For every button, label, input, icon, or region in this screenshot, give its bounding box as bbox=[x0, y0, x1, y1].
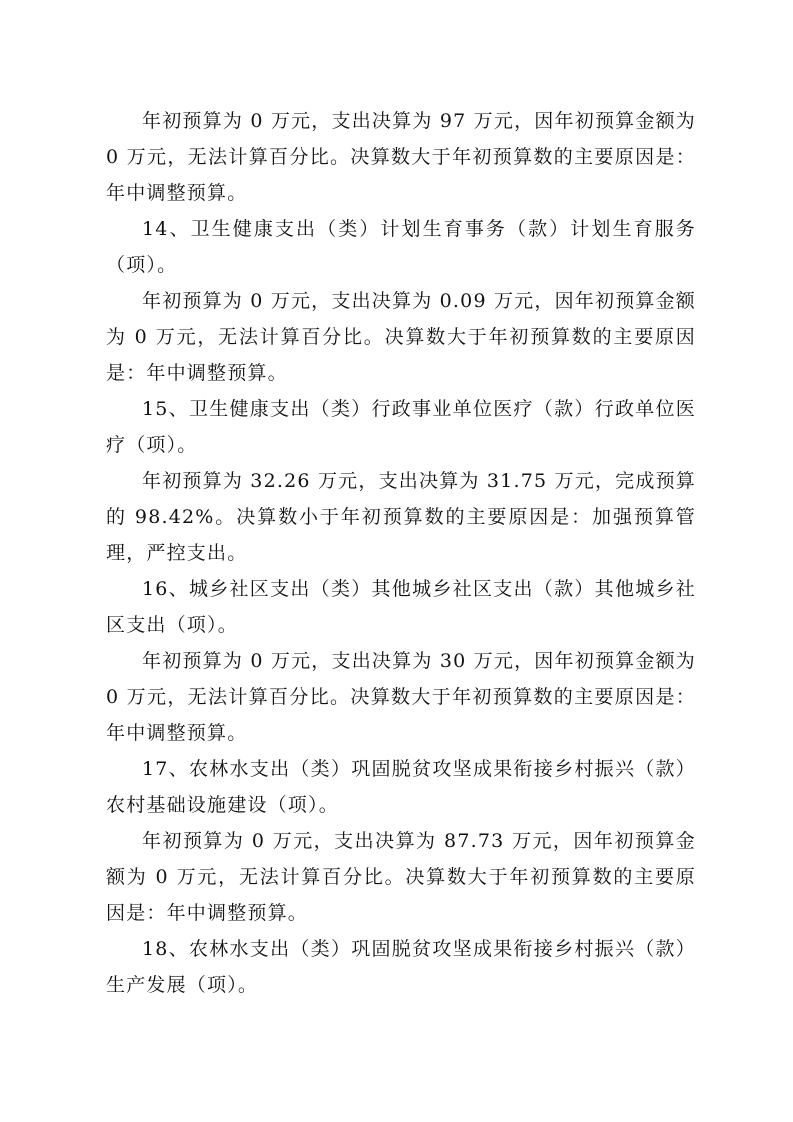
paragraph-item-14: 14、卫生健康支出（类）计划生育事务（款）计划生育服务（项）。 bbox=[106, 218, 696, 276]
paragraph-item-17: 17、农林水支出（类）巩固脱贫攻坚成果衔接乡村振兴（款）农村基础设施建设（项）。 bbox=[106, 758, 696, 816]
document-body bbox=[106, 103, 696, 1003]
paragraph-item-15: 15、卫生健康支出（类）行政事业单位医疗（款）行政单位医疗（项）。 bbox=[106, 398, 696, 456]
paragraph-item-16: 16、城乡社区支出（类）其他城乡社区支出（款）其他城乡社区支出（项）。 bbox=[106, 578, 696, 636]
paragraph-budget-note: 年初预算为 0 万元，支出决算为 97 万元，因年初预算金额为 0 万元，无法计算百分比。决算数大于年初预算数的主要原因是：年中调整预算。 bbox=[106, 110, 696, 204]
paragraph-item-18: 18、农林水支出（类）巩固脱贫攻坚成果衔接乡村振兴（款）生产发展（项）。 bbox=[106, 938, 696, 996]
paragraph-budget-note: 年初预算为 0 万元，支出决算为 87.73 万元，因年初预算金额为 0 万元，无法计算百分比。决算数大于年初预算数的主要原因是：年中调整预算。 bbox=[106, 830, 696, 924]
paragraph-budget-note: 年初预算为 0 万元，支出决算为 30 万元，因年初预算金额为 0 万元，无法计算百分比。决算数大于年初预算数的主要原因是：年中调整预算。 bbox=[106, 650, 696, 744]
paragraph-budget-note: 年初预算为 0 万元，支出决算为 0.09 万元，因年初预算金额为 0 万元，无法计算百分比。决算数大于年初预算数的主要原因是：年中调整预算。 bbox=[106, 290, 696, 384]
paragraph-budget-note: 年初预算为 32.26 万元，支出决算为 31.75 万元，完成预算的 98.42%。决算数小于年初预算数的主要原因是：加强预算管理，严控支出。 bbox=[106, 470, 696, 564]
